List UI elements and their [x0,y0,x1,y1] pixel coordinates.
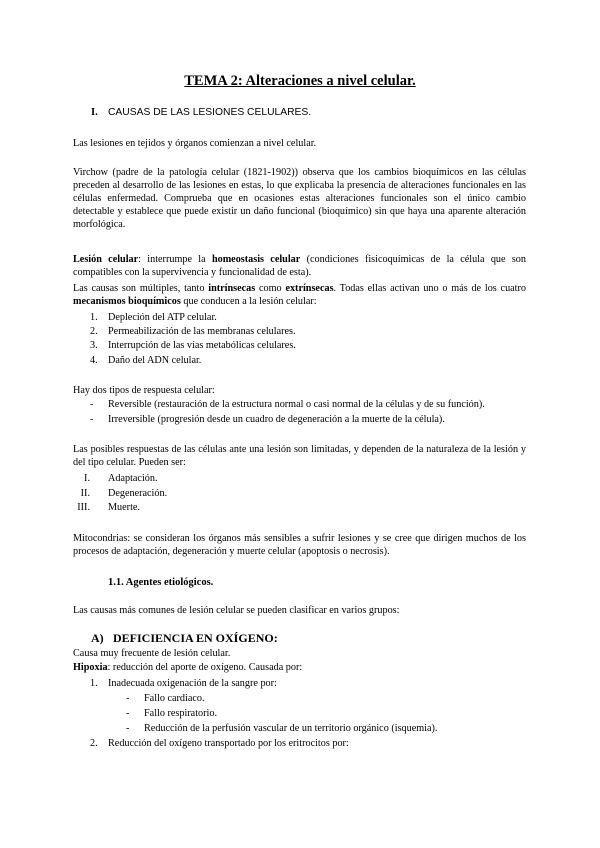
hipoxia-line: Hipoxia: reducción del aporte de oxígeno. Causada por: [73,662,303,673]
hipoxia-term: Hipoxia [73,662,108,673]
lesion-paragraph: Lesión celular: interrumpe la homeostasis celular (condiciones fisicoquímicas de la célula que son compatibles con la supervivencia y funcionalidad de esta). [73,254,526,278]
intro-paragraph: Las lesiones en tejidos y órganos comienzan a nivel celular. [73,138,317,149]
section-number: I. [91,107,98,118]
section-heading: CAUSAS DE LAS LESIONES CELULARES. [108,107,312,118]
subsection-heading: 1.1. Agentes etiológicos. [108,577,214,588]
causa-frecuente: Causa muy frecuente de lesión celular. [73,648,231,659]
section-a-marker: A) [91,631,104,645]
agentes-intro: Las causas más comunes de lesión celular se pueden clasificar en varios grupos: [73,605,400,616]
virchow-paragraph: Virchow (padre de la patología celular (1821-1902)) observa que los cambios bioquímicos en las células preceden al desarrollo de las lesiones en estas, lo que explicaba la presencia de alteraciones funcionales en las células enfermedad. Comprueba que en ocasiones estas alteraciones funcionales son el único cambio detectable y establece que puede existir un daño funcional (bioquímico) sin que haya una aparente alteración morfológica. [73,167,526,230]
causas-paragraph: Las causas son múltiples, tanto intrínsecas como extrínsecas. Todas ellas activan uno o más de los cuatro mecanismos bioquímicos que conducen a la lesión celular: [73,283,526,307]
page-title: TEMA 2: Alteraciones a nivel celular. [184,73,416,89]
document-page: TEMA 2: Alteraciones a nivel celular. I. CAUSAS DE LAS LESIONES CELULARES. Las lesiones en tejidos y órganos comienzan a nivel celular. Virchow (padre de la patología celular (1821-1902)) observa que los cambios bioquímicos en las células preceden al desarrollo de las lesiones en estas, lo que explicaba la presencia de alteraciones funcionales en las células enfermedad. Comprueba que en ocasiones estas alteraciones funcionales son el único cambio detectable y establece que puede existir un daño funcional (bioquímico) sin que haya una aparente alteración morfológica. Lesión celular: interrumpe la homeostasis celular (condiciones fisicoquímicas de la célula que son compatibles con la supervivencia y funcionalidad de esta). Las causas son múltiples, tanto intrínsecas como extrínsecas. Todas ellas activan uno o más de los cuatro mecanismos bioquímicos que conducen a la lesión celular: 1. Depleción del ATP celular. 2. Permeabilización de las membranas celulares. 3. Interrupción de las vías metabólicas celulares. 4. Daño del ADN celular. Hay dos tipos de respuesta celular: - Reversible (restauración de la estructura normal o casi normal de la células y de su función). - Irreversible (progresión desde un cuadro de degeneración a la muerte de la célula). Las posibles respuestas de las células ante una lesión son limitadas, y dependen de la naturaleza de la lesión y del tipo celular. Pueden ser: I. Adaptación. II. Degeneración. III. Muerte. Mitocondrias: se consideran los órganos más sensibles a sufrir lesiones y se cree que dirigen muchos de los procesos de adaptación, degeneración y muerte celular (apoptosis o necrosis). 1.1. Agentes etiológicos. Las causas más comunes de lesión celular se pueden clasificar en varios grupos: A) DEFICIENCIA EN OXÍGENO: Causa muy frecuente de lesión celular. Hipoxia: reducción del aporte de oxígeno. Causada por: 1. Inadecuada oxigenación de la sangre por: - Fallo cardiaco. - Fallo respiratorio. - Reducción de la perfusión vascular de un territorio orgánico (isquemia). 2. Reducción del oxígeno transportado por los eritrocitos por: [0,0,600,848]
mitocondrias-paragraph: Mitocondrias: se consideran los órganos más sensibles a sufrir lesiones y se cree que dirigen muchos de los procesos de adaptación, degeneración y muerte celular (apoptosis o necrosis). [73,533,526,557]
respuesta-intro: Hay dos tipos de respuesta celular: [73,385,215,396]
posibles-paragraph: Las posibles respuestas de las células ante una lesión son limitadas, y dependen de la naturaleza de la lesión y del tipo celular. Pueden ser: [73,444,526,468]
lesion-term: Lesión celular [73,254,139,265]
section-a-heading: DEFICIENCIA EN OXÍGENO: [113,631,278,645]
